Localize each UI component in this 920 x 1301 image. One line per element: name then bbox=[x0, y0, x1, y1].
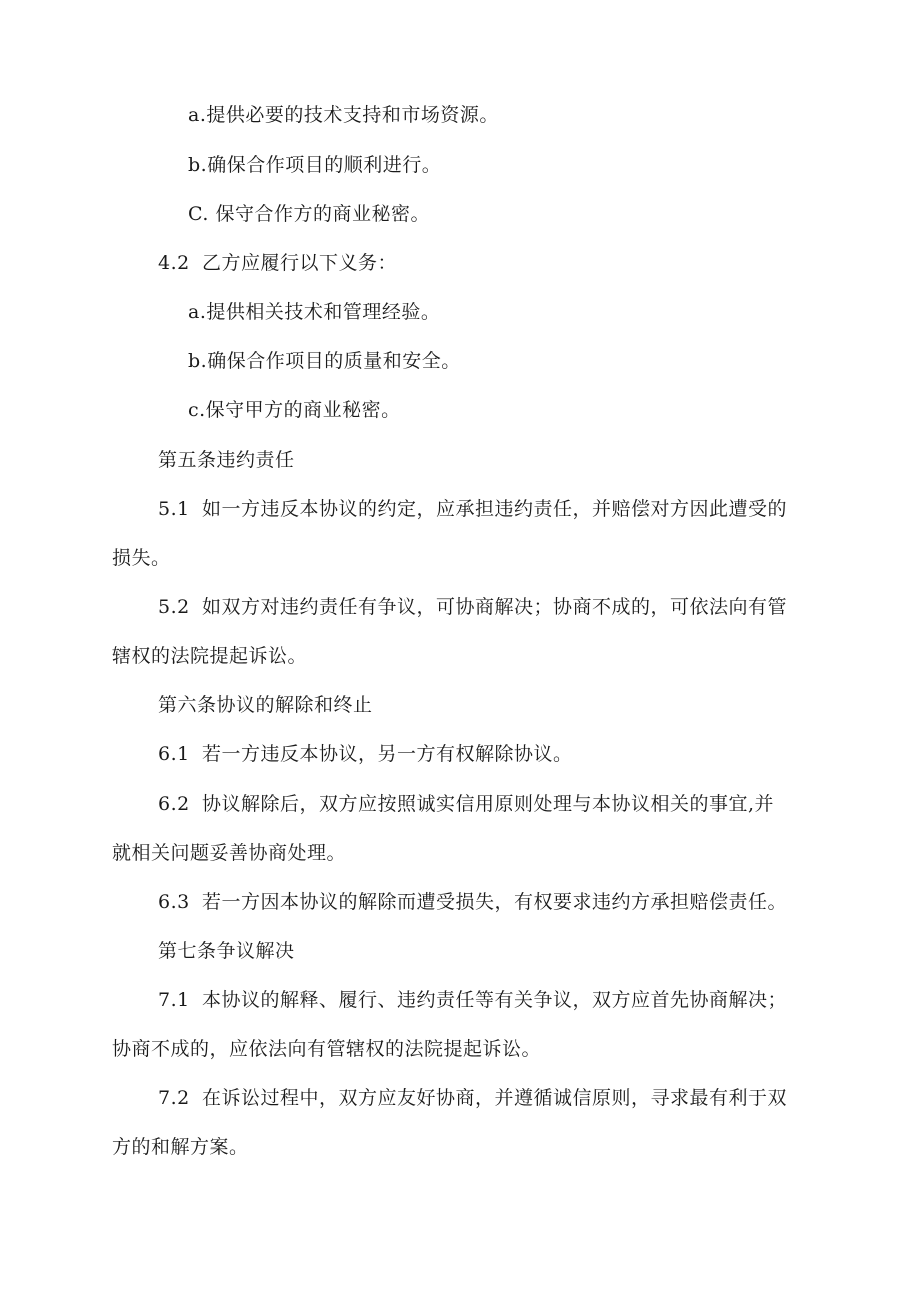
clause-7-2-continued: 方的和解方案。 bbox=[112, 1136, 249, 1158]
obligation-item-b-1: b.确保合作项目的顺利进行。 bbox=[188, 154, 442, 176]
clause-number: 6.2 bbox=[158, 793, 190, 815]
clause-number: 5.1 bbox=[158, 498, 190, 520]
obligation-item-c-1: C. 保守合作方的商业秘密。 bbox=[188, 203, 430, 225]
article-7-heading: 第七条争议解决 bbox=[158, 940, 295, 962]
clause-7-1 bbox=[158, 987, 787, 1013]
clause-7-2 bbox=[158, 1085, 787, 1111]
clause-text: 协议解除后，双方应按照诚实信用原则处理与本协议相关的事宜,并 bbox=[202, 793, 775, 815]
obligation-item-c-2: c.保守甲方的商业秘密。 bbox=[188, 399, 401, 421]
clause-text: 若一方因本协议的解除而遭受损失，有权要求违约方承担赔偿责任。 bbox=[202, 891, 788, 913]
article-6-heading: 第六条协议的解除和终止 bbox=[158, 694, 373, 716]
clause-7-1-continued: 协商不成的，应依法向有管辖权的法院提起诉讼。 bbox=[112, 1038, 542, 1060]
clause-text: 如一方违反本协议的约定，应承担违约责任，并赔偿对方因此遭受的 bbox=[202, 498, 788, 520]
clause-number: 6.1 bbox=[158, 743, 190, 765]
clause-text: 乙方应履行以下义务： bbox=[202, 252, 398, 274]
clause-number: 7.1 bbox=[158, 989, 190, 1011]
clause-number: 5.2 bbox=[158, 596, 190, 618]
clause-5-2 bbox=[158, 594, 787, 620]
obligation-item-a-1: a.提供必要的技术支持和市场资源。 bbox=[188, 104, 499, 126]
clause-4-2 bbox=[158, 250, 397, 276]
clause-6-3 bbox=[158, 889, 787, 915]
clause-number: 4.2 bbox=[158, 252, 190, 274]
clause-text: 若一方违反本协议，另一方有权解除协议。 bbox=[202, 743, 573, 765]
clause-number: 6.3 bbox=[158, 891, 190, 913]
clause-number: 7.2 bbox=[158, 1087, 190, 1109]
obligation-item-b-2: b.确保合作项目的质量和安全。 bbox=[188, 350, 461, 372]
clause-text: 在诉讼过程中，双方应友好协商，并遵循诚信原则，寻求最有利于双 bbox=[202, 1087, 788, 1109]
obligation-item-a-2: a.提供相关技术和管理经验。 bbox=[188, 301, 441, 323]
clause-6-1 bbox=[158, 741, 573, 767]
article-5-heading: 第五条违约责任 bbox=[158, 449, 295, 471]
clause-text: 如双方对违约责任有争议，可协商解决；协商不成的，可依法向有管 bbox=[202, 596, 788, 618]
clause-5-1 bbox=[158, 496, 787, 522]
clause-5-2-continued: 辖权的法院提起诉讼。 bbox=[112, 645, 308, 667]
clause-6-2-continued: 就相关问题妥善协商处理。 bbox=[112, 842, 347, 864]
clause-6-2 bbox=[158, 791, 774, 817]
clause-5-1-continued: 损失。 bbox=[112, 547, 171, 569]
clause-text: 本协议的解释、履行、违约责任等有关争议，双方应首先协商解决； bbox=[202, 989, 788, 1011]
